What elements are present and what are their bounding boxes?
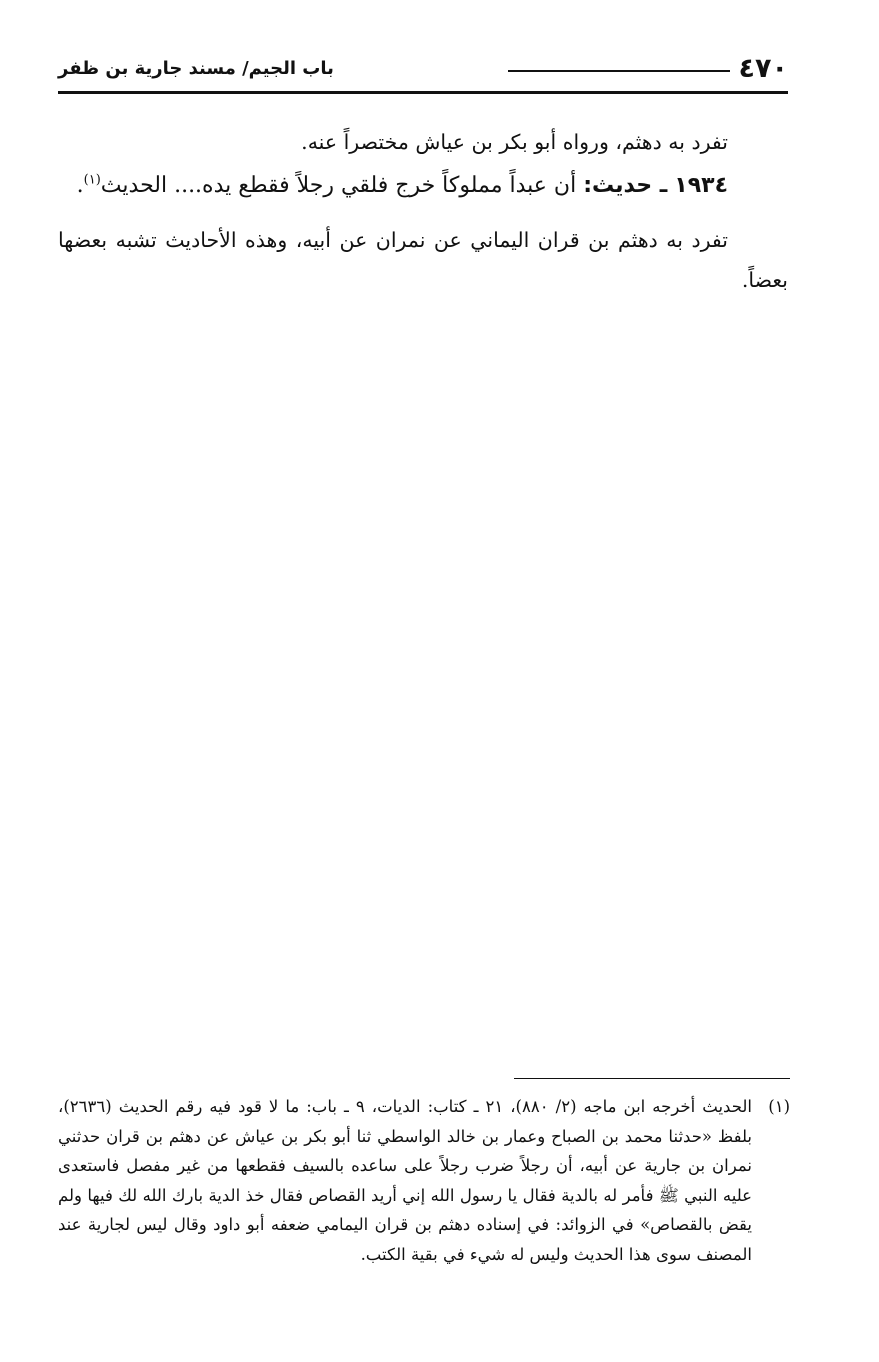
- paragraph-1: تفرد به دهثم، ورواه أبو بكر بن عياش مختصراً عنه.: [301, 130, 728, 154]
- footnote-marker: (١): [768, 1097, 790, 1116]
- footnote-reference[interactable]: (١): [83, 172, 101, 188]
- hadith-number: ١٩٣٤: [674, 173, 728, 198]
- hadith-text: أن عبداً مملوكاً خرج فلقي رجلاً فقطع يده.... الحديث: [100, 173, 577, 198]
- header-dash-line: [508, 70, 730, 72]
- footnote-separator: [514, 1078, 790, 1079]
- running-title: باب الجيم/ مسند جارية بن ظفر: [58, 58, 334, 79]
- hadith-end: .: [76, 173, 84, 198]
- hadith-label: ـ حديث:: [583, 173, 668, 198]
- page-number: ٤٧٠: [738, 53, 788, 84]
- paragraph-2: تفرد به دهثم بن قران اليماني عن نمران عن أبيه، وهذه الأحاديث تشبه بعضها بعضاً.: [58, 228, 788, 292]
- header-rule: [58, 91, 788, 94]
- main-text: [58, 122, 788, 300]
- footnote-text: الحديث أخرجه ابن ماجه (٢/ ٨٨٠)، ٢١ ـ كتاب: الديات، ٩ ـ باب: ما لا قود فيه رقم الحديث (٢٦٣٦)، بلفظ «حدثنا محمد بن الصباح وعمار بن خالد الواسطي ثنا أبو بكر بن عياش عن دهثم بن قران حدثني نمران بن جارية عن أبيه، أن رجلاً ضرب رجلاً على ساعده بالسيف فقطعها من غير مفصل فاستعدى عليه النبي ﷺ فأمر له بالدية فقال يا رسول الله إني أريد القصاص فقال خذ الدية بارك الله لك فيها ولم يقض بالقصاص» في الزوائد: في إسناده دهثم بن قران اليمامي ضعفه أبو داود وقال ليس لجارية عند المصنف سوى هذا الحديث وليس له شيء في بقية الكتب.: [58, 1097, 752, 1264]
- footnote-1: [58, 1092, 790, 1269]
- hadith-entry: [58, 166, 788, 206]
- page-header: [58, 52, 788, 94]
